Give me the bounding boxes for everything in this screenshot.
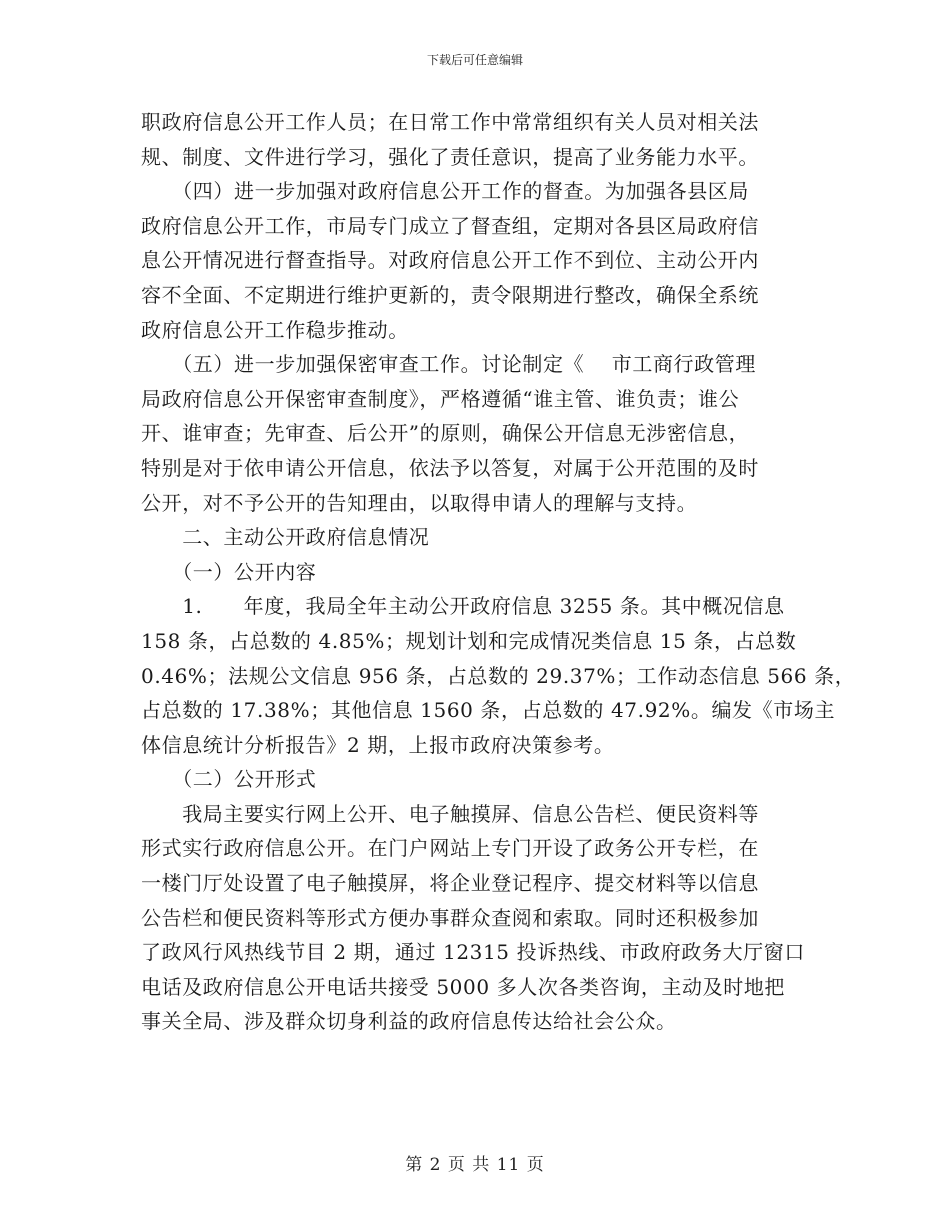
text-line: （四）进一步加强对政府信息公开工作的督查。为加强各县区局 xyxy=(141,179,749,204)
subsection-heading: （二）公开形式 xyxy=(141,767,317,792)
text-line: 政府信息公开工作，市局专门成立了督查组，定期对各县区局政府信 xyxy=(141,213,759,238)
text-line: 158 条，占总数的 4.85%；规划计划和完成情况类信息 15 条，占总数 xyxy=(141,628,797,653)
text-line: 政府信息公开工作稳步推动。 xyxy=(141,317,409,342)
text-line: 公开，对不予公开的告知理由，以取得申请人的理解与支持。 xyxy=(141,490,698,515)
text-line: 事关全局、涉及群众切身利益的政府信息传达给社会公众。 xyxy=(141,1009,677,1034)
text-line: 形式实行政府信息公开。在门户网站上专门开设了政务公开专栏，在 xyxy=(141,836,759,861)
text-line: 职政府信息公开工作人员；在日常工作中常常组织有关人员对相关法 xyxy=(141,110,759,134)
text-line: 0.46%；法规公文信息 956 条，占总数的 29.37%；工作动态信息 566 条， xyxy=(141,663,856,688)
document-body xyxy=(141,105,856,1039)
subsection-heading: （一）公开内容 xyxy=(141,559,317,584)
page-header: 下载后可任意编辑 xyxy=(426,53,523,67)
text-line: 息公开情况进行督查指导。对政府信息公开工作不到位、主动公开内 xyxy=(141,248,759,273)
text-line: 开、谁审查；先审查、后公开”的原则，确保公开信息无涉密信息， xyxy=(141,421,750,446)
text-line: 占总数的 17.38%；其他信息 1560 条，占总数的 47.92%。编发《市场主 xyxy=(141,698,836,723)
text-line: 体信息统计分析报告》2 期，上报市政府决策参考。 xyxy=(141,732,615,757)
text-line: 特别是对于依申请公开信息，依法予以答复，对属于公开范围的及时 xyxy=(141,455,759,480)
text-line: 容不全面、不定期进行维护更新的，责令限期进行整改，确保全系统 xyxy=(141,282,759,307)
text-line: 规、制度、文件进行学习，强化了责任意识，提高了业务能力水平。 xyxy=(141,144,759,169)
text-line: 公告栏和便民资料等形式方便办事群众查阅和索取。同时还积极参加 xyxy=(141,905,759,930)
section-heading: 二、主动公开政府信息情况 xyxy=(141,525,430,550)
text-line: 电话及政府信息公开电话共接受 5000 多人次各类咨询，主动及时地把 xyxy=(141,974,786,999)
text-line: 1. 年度，我局全年主动公开政府信息 3255 条。其中概况信息 xyxy=(141,594,785,619)
page-footer: 第 2 页 共 11 页 xyxy=(405,1155,545,1175)
text-line: 我局主要实行网上公开、电子触摸屏、信息公告栏、便民资料等 xyxy=(141,801,759,826)
text-line: 了政风行风热线节目 2 期，通过 12315 投诉热线、市政府政务大厅窗口 xyxy=(141,940,805,965)
text-line: （五）进一步加强保密审查工作。讨论制定《 市工商行政管理 xyxy=(141,352,756,377)
text-line: 局政府信息公开保密审查制度》，严格遵循“谁主管、谁负责；谁公 xyxy=(141,386,740,411)
text-line: 一楼门厅处设置了电子触摸屏，将企业登记程序、提交材料等以信息 xyxy=(141,871,759,896)
